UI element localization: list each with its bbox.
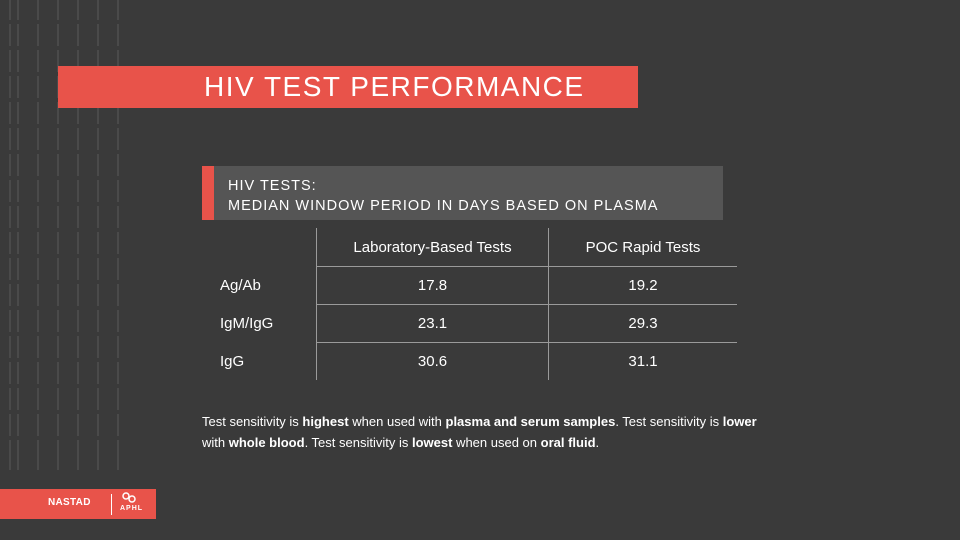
title-bar <box>58 66 638 108</box>
note-text: Test sensitivity is <box>202 414 303 429</box>
note-emphasis: highest <box>302 414 349 429</box>
aphl-emblem-icon <box>122 492 136 504</box>
note-emphasis: lower <box>722 414 757 429</box>
subtitle-box <box>202 166 723 220</box>
note-text: when used with <box>348 414 446 429</box>
poc-value: 31.1 <box>549 343 738 381</box>
table-row <box>207 343 737 381</box>
note-text: . Test sensitivity is <box>615 414 723 429</box>
window-period-table <box>207 228 737 380</box>
table-row <box>207 267 737 305</box>
row-label: IgG <box>220 352 245 370</box>
header-poc-tests: POC Rapid Tests <box>549 228 738 267</box>
logo-divider <box>111 494 112 515</box>
poc-value: 19.2 <box>549 267 738 305</box>
lab-value: 30.6 <box>317 343 549 381</box>
row-label: IgM/IgG <box>220 315 274 332</box>
header-empty <box>207 228 317 267</box>
table-row <box>207 305 737 343</box>
slide-title: HIV TEST PERFORMANCE <box>204 71 585 102</box>
footer-logo-bar <box>0 489 156 519</box>
note-text: . <box>595 435 600 450</box>
row-label: Ag/Ab <box>220 277 261 294</box>
nastad-logo: NASTAD <box>48 497 91 508</box>
poc-value: 29.3 <box>549 305 738 343</box>
note-emphasis: lowest <box>411 435 453 450</box>
note-emphasis: plasma and serum samples <box>445 414 616 429</box>
lab-value: 23.1 <box>317 305 549 343</box>
header-lab-tests: Laboratory-Based Tests <box>317 228 549 267</box>
aphl-logo: APHL <box>120 505 144 512</box>
note-text: when used on <box>452 435 541 450</box>
sensitivity-note <box>202 411 762 453</box>
note-emphasis: whole blood <box>228 435 305 450</box>
note-text: with <box>202 435 229 450</box>
note-emphasis: oral fluid <box>540 435 596 450</box>
note-text: . Test sensitivity is <box>304 435 412 450</box>
lab-value: 17.8 <box>317 267 549 305</box>
table-header-row <box>207 228 737 267</box>
subtitle-line-2: MEDIAN WINDOW PERIOD IN DAYS BASED ON PLASMA <box>228 198 659 214</box>
subtitle-line-1: HIV TESTS: <box>228 178 317 194</box>
